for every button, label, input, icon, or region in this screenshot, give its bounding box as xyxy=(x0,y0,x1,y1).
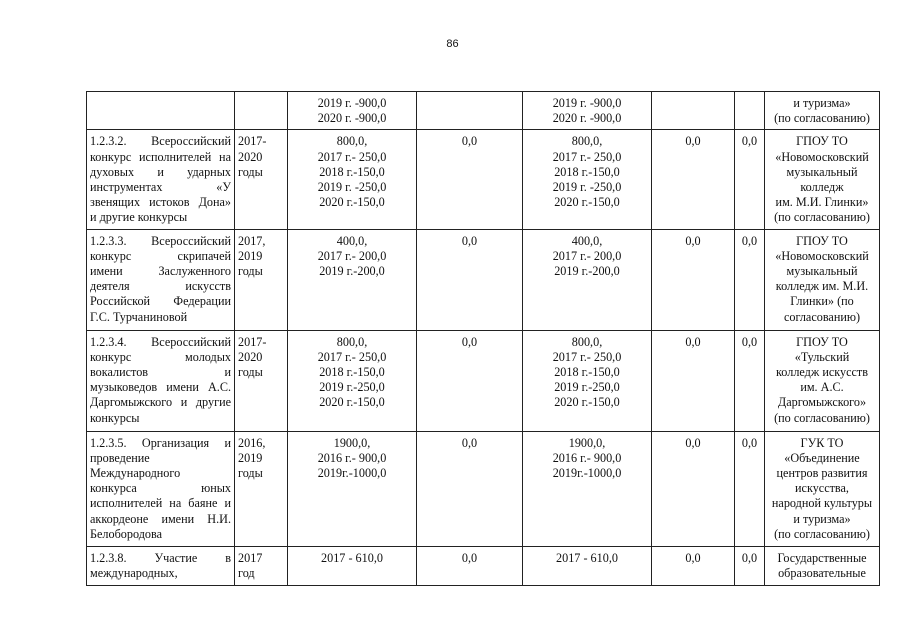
cell-text-line: международных, xyxy=(90,565,178,580)
cell-text-line: Государственные xyxy=(777,550,867,565)
cell-regional-budget xyxy=(523,546,652,585)
cell-text-line: «Объединение xyxy=(784,450,860,465)
cell-executor xyxy=(765,546,880,585)
cell-federal-budget xyxy=(417,229,523,330)
cell-text-line: конкурс скрипачей xyxy=(90,248,231,263)
cell-text-line: и туризма» xyxy=(793,511,851,526)
cell-text-line: 2019 г. -250,0 xyxy=(317,180,387,195)
cell-text-line: 1.2.3.4. Всероссийский xyxy=(90,334,231,349)
cell-executor xyxy=(765,130,880,229)
cell-text-line: 2019 г. -250,0 xyxy=(552,180,622,195)
cell-text-line: 2020 г.-150,0 xyxy=(554,395,620,410)
cell-text: 0,0 xyxy=(685,435,701,450)
cell-text-line: Российской Федерации xyxy=(90,294,231,309)
cell-text-line: музыкальный xyxy=(786,264,858,279)
page-number: 86 xyxy=(446,38,459,50)
cell-text-line: Международного xyxy=(90,466,181,481)
cell-period xyxy=(235,431,288,546)
cell-period xyxy=(235,92,288,130)
cell-local-budget xyxy=(652,330,735,431)
cell-text-line: 2020 г.-150,0 xyxy=(319,395,385,410)
cell-text-line: 2017- xyxy=(238,134,267,149)
cell-text: 0,0 xyxy=(461,334,478,349)
cell-other-sources xyxy=(735,229,765,330)
cell-text-line: искусства, xyxy=(795,481,849,496)
cell-text-line: и туризма» xyxy=(793,96,851,110)
cell-text-line: согласованию) xyxy=(783,309,861,324)
cell-text-line: Белобородова xyxy=(90,526,163,541)
cell-total-funding xyxy=(288,431,417,546)
cell-text-line: конкурс молодых xyxy=(90,349,231,364)
table-row xyxy=(87,130,880,229)
cell-total-funding xyxy=(288,330,417,431)
cell-text-line: конкурсы xyxy=(90,410,140,425)
cell-period xyxy=(235,229,288,330)
cell-text-line: аккордеоне имени Н.И. xyxy=(90,511,231,526)
cell-text-line: годы xyxy=(238,365,263,380)
cell-text-line: ГПОУ ТО xyxy=(796,134,848,149)
cell-text-line: 2016, xyxy=(238,435,266,450)
cell-text: 0,0 xyxy=(741,334,758,349)
cell-text-line: ГПОУ ТО xyxy=(796,334,848,349)
cell-text-line: 2017, xyxy=(238,233,266,248)
cell-text-line: год xyxy=(238,565,255,580)
cell-total-funding xyxy=(288,130,417,229)
cell-text-line: 2019 г. -900,0 xyxy=(317,96,387,110)
cell-period xyxy=(235,546,288,585)
cell-text-line: 2019г.-1000,0 xyxy=(552,466,622,481)
cell-text-line: конкурса юных xyxy=(90,481,231,496)
cell-text-line: духовых и ударных xyxy=(90,164,231,179)
cell-text-line: 800,0, xyxy=(571,334,603,349)
cell-text-line: 2019 xyxy=(238,248,263,263)
cell-text-line: им. М.И. Глинки» xyxy=(775,195,869,210)
cell-text-line: исполнителей на баяне и xyxy=(90,496,231,511)
cell-text-line: 800,0, xyxy=(336,134,368,149)
cell-text-line: 2019г.-1000,0 xyxy=(317,466,387,481)
cell-federal-budget xyxy=(417,92,523,130)
cell-period xyxy=(235,330,288,431)
cell-text-line: 2017 г.- 250,0 xyxy=(317,149,387,164)
cell-text: 0,0 xyxy=(461,435,478,450)
cell-text-line: 2017 xyxy=(238,550,263,565)
cell-text-line: 1900,0, xyxy=(568,435,606,450)
cell-activity-name xyxy=(87,546,235,585)
table-row xyxy=(87,431,880,546)
cell-text-line: годы xyxy=(238,164,263,179)
cell-text: 0,0 xyxy=(461,550,478,565)
cell-text-line: 2020 xyxy=(238,149,263,164)
table-row xyxy=(87,229,880,330)
cell-federal-budget xyxy=(417,431,523,546)
cell-text-line: 2018 г.-150,0 xyxy=(554,164,620,179)
cell-total-funding xyxy=(288,229,417,330)
cell-text-line: 1900,0, xyxy=(333,435,371,450)
cell-text-line: 2019 г.-250,0 xyxy=(554,380,620,395)
cell-executor xyxy=(765,229,880,330)
cell-local-budget xyxy=(652,546,735,585)
cell-text: 0,0 xyxy=(685,334,701,349)
cell-text-line: «Новомосковский xyxy=(775,248,869,263)
cell-text: 0,0 xyxy=(685,233,701,248)
cell-text-line: им. А.С. xyxy=(800,380,844,395)
cell-text-line: колледж им. М.И. xyxy=(775,279,869,294)
cell-text-line: «Тульский xyxy=(794,349,850,364)
cell-text-line: 2018 г.-150,0 xyxy=(319,164,385,179)
cell-text-line: музыковедов имени А.С. xyxy=(90,380,231,395)
cell-text-line: колледж xyxy=(800,180,844,195)
cell-text-line: колледж искусств xyxy=(776,365,868,380)
cell-other-sources xyxy=(735,130,765,229)
cell-text: 0,0 xyxy=(741,134,758,149)
cell-text: 0,0 xyxy=(461,233,478,248)
cell-text-line: 2017 - 610,0 xyxy=(556,550,618,565)
cell-federal-budget xyxy=(417,546,523,585)
cell-text-line: вокалистов и xyxy=(90,365,231,380)
cell-text: 0,0 xyxy=(685,550,701,565)
cell-text-line: 1.2.3.3. Всероссийский xyxy=(90,233,231,248)
cell-activity-name xyxy=(87,431,235,546)
cell-regional-budget xyxy=(523,229,652,330)
table-row xyxy=(87,92,880,130)
cell-activity-name xyxy=(87,92,235,130)
cell-period xyxy=(235,130,288,229)
cell-text-line: (по согласованию) xyxy=(774,526,870,541)
table-row xyxy=(87,546,880,585)
cell-text-line: 400,0, xyxy=(571,233,603,248)
table-row xyxy=(87,330,880,431)
cell-text-line: Глинки» (по xyxy=(790,294,854,309)
cell-text-line: 2017 г.- 250,0 xyxy=(552,149,622,164)
cell-text-line: деятеля искусств xyxy=(90,279,231,294)
cell-text-line: годы xyxy=(238,466,263,481)
cell-activity-name xyxy=(87,130,235,229)
cell-text-line: 2017- xyxy=(238,334,267,349)
cell-total-funding xyxy=(288,546,417,585)
cell-text-line: (по согласованию) xyxy=(774,111,870,126)
cell-text-line: Даргомыжского и другие xyxy=(90,395,231,410)
cell-local-budget xyxy=(652,130,735,229)
cell-regional-budget xyxy=(523,431,652,546)
cell-text-line: 2016 г.- 900,0 xyxy=(552,450,622,465)
cell-other-sources xyxy=(735,92,765,130)
cell-text-line: 2016 г.- 900,0 xyxy=(317,450,387,465)
cell-executor xyxy=(765,431,880,546)
cell-text-line: 2017 - 610,0 xyxy=(321,550,383,565)
cell-text-line: (по согласованию) xyxy=(774,210,870,225)
cell-text-line: 2020 г.-150,0 xyxy=(554,195,620,210)
cell-text-line: Г.С. Турчаниновой xyxy=(90,309,188,324)
cell-total-funding xyxy=(288,92,417,130)
cell-activity-name xyxy=(87,330,235,431)
cell-text: 0,0 xyxy=(741,550,758,565)
cell-text-line: 2020 xyxy=(238,349,263,364)
cell-text-line: (по согласованию) xyxy=(774,410,870,425)
cell-text-line: 2017 г.- 250,0 xyxy=(317,349,387,364)
cell-other-sources xyxy=(735,546,765,585)
cell-text-line: 2020 г. -900,0 xyxy=(552,111,622,126)
cell-text-line: 2017 г.- 200,0 xyxy=(552,248,622,263)
cell-text-line: 2020 г. -900,0 xyxy=(317,111,387,126)
cell-local-budget xyxy=(652,431,735,546)
cell-executor xyxy=(765,92,880,130)
cell-text-line: 2020 г.-150,0 xyxy=(319,195,385,210)
cell-text-line: проведение xyxy=(90,450,150,465)
cell-other-sources xyxy=(735,330,765,431)
cell-text-line: 800,0, xyxy=(571,134,603,149)
cell-text-line: «Новомосковский xyxy=(775,149,869,164)
cell-text-line: 2019 г.-250,0 xyxy=(319,380,385,395)
cell-regional-budget xyxy=(523,130,652,229)
cell-local-budget xyxy=(652,229,735,330)
cell-text-line: 2019 xyxy=(238,450,263,465)
cell-text-line: 2019 г. -900,0 xyxy=(552,96,622,110)
cell-text-line: образовательные xyxy=(778,565,866,580)
cell-text: 0,0 xyxy=(461,134,478,149)
cell-federal-budget xyxy=(417,330,523,431)
cell-text-line: звенящих истоков Дона» xyxy=(90,195,231,210)
cell-text-line: 2019 г.-200,0 xyxy=(319,264,385,279)
cell-text: 0,0 xyxy=(685,134,701,149)
cell-text-line: 2017 г.- 200,0 xyxy=(317,248,387,263)
cell-text-line: музыкальный xyxy=(786,164,858,179)
cell-regional-budget xyxy=(523,92,652,130)
cell-text-line: инструментах «У xyxy=(90,180,231,195)
cell-text-line: 400,0, xyxy=(336,233,368,248)
cell-text-line: 2017 г.- 250,0 xyxy=(552,349,622,364)
cell-text-line: годы xyxy=(238,264,263,279)
cell-text-line: 800,0, xyxy=(336,334,368,349)
cell-text-line: ГПОУ ТО xyxy=(796,233,848,248)
budget-table xyxy=(86,91,880,586)
cell-text-line: 1.2.3.5. Организация и xyxy=(90,435,231,450)
cell-activity-name xyxy=(87,229,235,330)
cell-text-line: конкурс исполнителей на xyxy=(90,149,231,164)
cell-text-line: центров развития xyxy=(776,466,868,481)
cell-regional-budget xyxy=(523,330,652,431)
cell-text-line: Даргомыжского» xyxy=(777,395,867,410)
cell-text-line: 1.2.3.8. Участие в xyxy=(90,550,231,565)
cell-text: 0,0 xyxy=(741,233,758,248)
cell-text-line: 1.2.3.2. Всероссийский xyxy=(90,134,231,149)
cell-text: 0,0 xyxy=(741,435,758,450)
cell-text-line: 2019 г.-200,0 xyxy=(554,264,620,279)
cell-text-line: 2018 г.-150,0 xyxy=(554,365,620,380)
cell-executor xyxy=(765,330,880,431)
cell-text-line: имени Заслуженного xyxy=(90,264,231,279)
cell-federal-budget xyxy=(417,130,523,229)
cell-text-line: народной культуры xyxy=(771,496,873,511)
cell-text-line: 2018 г.-150,0 xyxy=(319,365,385,380)
cell-text-line: и другие конкурсы xyxy=(90,210,188,225)
cell-local-budget xyxy=(652,92,735,130)
cell-text-line: ГУК ТО xyxy=(800,435,844,450)
cell-other-sources xyxy=(735,431,765,546)
